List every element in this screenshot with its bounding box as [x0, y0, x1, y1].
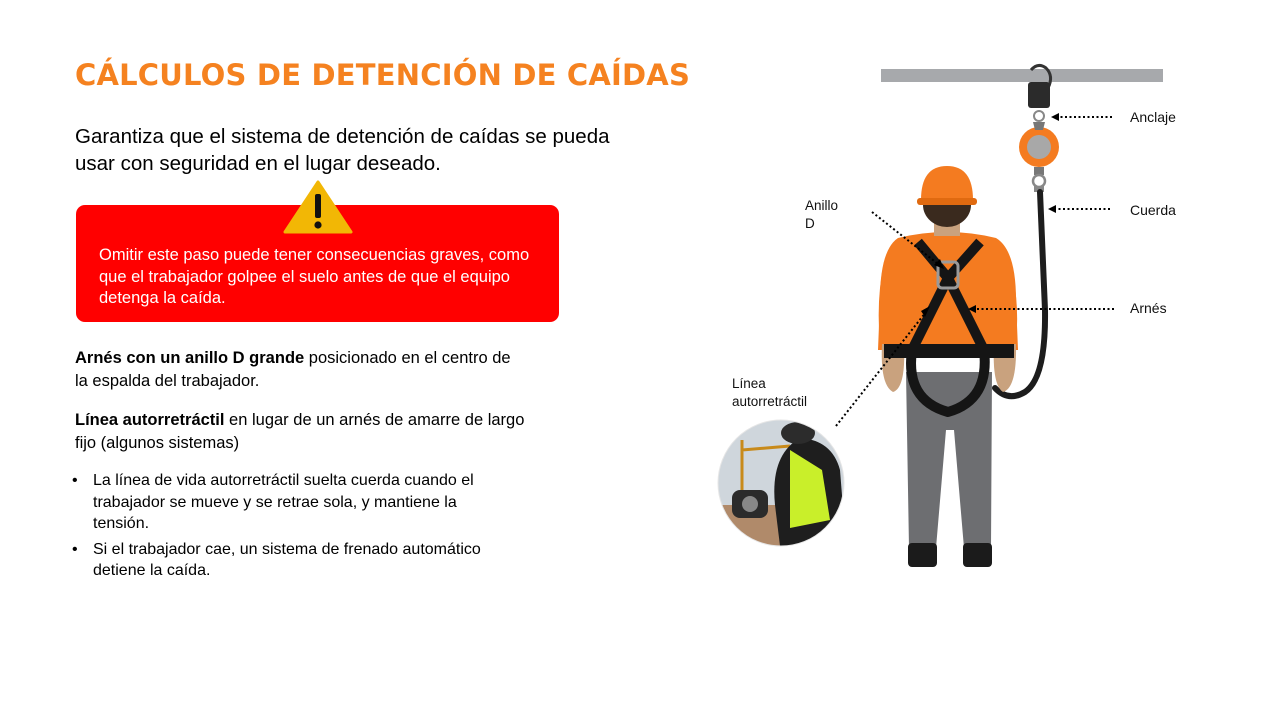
lifeline-photo: [718, 420, 846, 546]
bullet-text: La línea de vida autorretráctil suelta cuerda cuando el trabajador se mueve y se retrae sola, y mantiene la tensión.: [93, 472, 474, 532]
point-lifeline-bold: Línea autorretráctil: [75, 411, 225, 429]
retractor-icon: [1019, 122, 1059, 192]
label-arnes: Arnés: [1130, 300, 1167, 316]
label-cuerda: Cuerda: [1130, 202, 1176, 218]
subtitle: Garantiza que el sistema de detención de caídas se pueda usar con seguridad en el lugar deseado.: [75, 125, 610, 175]
bullet-marker: •: [72, 472, 78, 489]
anchor-beam: [881, 69, 1163, 82]
point-d-ring-bold: Arnés con un anillo D grande: [75, 349, 305, 367]
worker-figure: [878, 166, 1018, 567]
page-title: CÁLCULOS DE DETENCIÓN DE CAÍDAS: [75, 58, 691, 92]
label-anillo-d-line1: Anillo: [805, 198, 839, 213]
label-anillo-d: [805, 197, 838, 233]
label-linea-line1: Línea: [732, 376, 766, 391]
point-lifeline-text: en lugar de un arnés de amarre de largo fijo (algunos sistemas): [75, 411, 525, 452]
label-linea-autorretractil: [732, 375, 807, 411]
label-linea-line2: autorretráctil: [732, 394, 808, 409]
bullet-text: Si el trabajador cae, un sistema de frenado automático detiene la caída.: [93, 540, 481, 579]
label-anillo-d-line2: D: [805, 216, 815, 231]
bullet-marker: •: [72, 540, 78, 558]
point-d-ring-text: posicionado en el centro de la espalda del trabajador.: [75, 349, 511, 390]
label-anclaje: Anclaje: [1130, 109, 1176, 125]
warning-text: Omitir este paso puede tener consecuencias graves, como que el trabajador golpee el suelo antes de que el equipo detenga la caída.: [99, 246, 530, 307]
